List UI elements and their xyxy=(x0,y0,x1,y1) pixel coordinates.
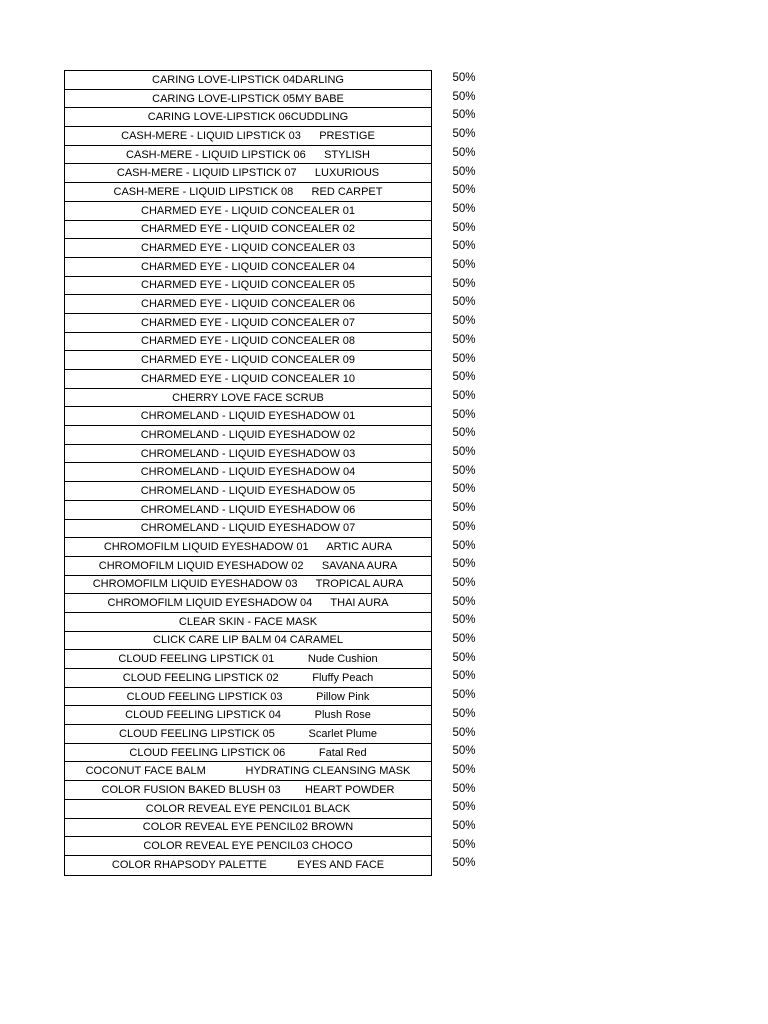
table-row xyxy=(65,800,431,819)
product-name-cell: CHROMELAND - LIQUID EYESHADOW 07 xyxy=(140,522,356,535)
table-row xyxy=(65,632,431,651)
table-row xyxy=(65,706,431,725)
table-row xyxy=(65,856,431,875)
percent-cell: 50% xyxy=(452,633,476,645)
percent-cell: 50% xyxy=(452,184,476,197)
table-row xyxy=(65,277,431,296)
product-name-cell: COLOR RHAPSODY PALETTE EYES AND FACE xyxy=(111,859,385,872)
product-name-cell: CHARMED EYE - LIQUID CONCEALER 09 xyxy=(141,354,355,367)
percent-cell: 50% xyxy=(452,296,476,309)
percent-cell: 50% xyxy=(452,502,476,515)
product-name-cell: COLOR REVEAL EYE PENCIL02 BROWN xyxy=(142,821,354,834)
product-name-cell: CHARMED EYE - LIQUID CONCEALER 04 xyxy=(141,260,355,273)
product-name-cell: CLOUD FEELING LIPSTICK 03 Pillow Pink xyxy=(126,690,370,703)
table-row xyxy=(65,725,431,744)
percent-cell: 50% xyxy=(452,520,476,533)
table-row xyxy=(65,501,431,520)
percent-cell: 50% xyxy=(452,838,476,851)
table-row xyxy=(65,258,431,277)
product-name-cell: CHROMELAND - LIQUID EYESHADOW 04 xyxy=(140,466,356,479)
table-row xyxy=(65,202,431,221)
table-row xyxy=(65,594,431,613)
table-row xyxy=(65,389,431,408)
percent-cell: 50% xyxy=(452,202,476,215)
percent-cell: 50% xyxy=(452,371,476,384)
product-name-cell: CHROMELAND - LIQUID EYESHADOW 03 xyxy=(140,447,356,460)
percent-cell: 50% xyxy=(452,576,476,589)
percent-cell: 50% xyxy=(452,539,476,552)
table-row xyxy=(65,164,431,183)
percent-cell: 50% xyxy=(452,483,476,496)
product-name-cell: CASH-MERE - LIQUID LIPSTICK 06 STYLISH xyxy=(126,148,370,161)
table-row xyxy=(65,463,431,482)
table-row xyxy=(65,669,431,688)
table-row xyxy=(65,837,431,856)
product-name-cell: CLICK CARE LIP BALM 04 CARAMEL xyxy=(153,634,343,647)
product-name-cell: COLOR REVEAL EYE PENCIL01 BLACK xyxy=(145,802,351,815)
percent-cell: 50% xyxy=(452,90,476,103)
table-row xyxy=(65,482,431,501)
product-name-cell: CHARMED EYE - LIQUID CONCEALER 03 xyxy=(141,242,355,255)
product-name-cell: CHARMED EYE - LIQUID CONCEALER 10 xyxy=(141,372,355,385)
percent-cell: 50% xyxy=(452,745,476,758)
percent-cell: 50% xyxy=(452,446,476,458)
percent-cell: 50% xyxy=(452,128,476,141)
percent-cell: 50% xyxy=(452,221,476,234)
table-row xyxy=(65,314,431,333)
table-row xyxy=(65,520,431,539)
table-row xyxy=(65,688,431,707)
percent-cell: 50% xyxy=(452,595,476,608)
product-name-cell: CLOUD FEELING LIPSTICK 05 Scarlet Plume xyxy=(119,727,377,740)
table-row xyxy=(65,146,431,165)
percent-cell: 50% xyxy=(452,259,476,271)
table-row xyxy=(65,333,431,352)
percent-cell: 50% xyxy=(452,726,476,739)
product-name-cell: CHARMED EYE - LIQUID CONCEALER 08 xyxy=(141,335,355,348)
percent-cell: 50% xyxy=(452,165,476,178)
product-name-cell: CASH-MERE - LIQUID LIPSTICK 08 RED CARPET xyxy=(113,185,383,198)
product-name-cell: CHARMED EYE - LIQUID CONCEALER 07 xyxy=(141,316,355,329)
percent-cell: 50% xyxy=(452,670,476,683)
product-name-cell: CHARMED EYE - LIQUID CONCEALER 05 xyxy=(141,279,355,292)
percent-cell: 50% xyxy=(452,651,476,664)
table-row xyxy=(65,239,431,258)
product-name-cell: CASH-MERE - LIQUID LIPSTICK 07 LUXURIOUS xyxy=(116,167,380,180)
product-name-cell: CHROMELAND - LIQUID EYESHADOW 02 xyxy=(140,428,356,441)
percent-cell: 50% xyxy=(452,352,476,365)
percent-cell: 50% xyxy=(452,333,476,346)
product-name-cell: CARING LOVE-LIPSTICK 06CUDDLING xyxy=(147,111,349,124)
table-row xyxy=(65,426,431,445)
percent-cell: 50% xyxy=(452,109,476,122)
product-name-cell: CLOUD FEELING LIPSTICK 02 Fluffy Peach xyxy=(122,671,374,684)
percent-cell: 50% xyxy=(452,389,476,402)
percent-cell: 50% xyxy=(452,782,476,795)
percent-cell: 50% xyxy=(452,614,476,627)
table-row xyxy=(65,781,431,800)
table-row xyxy=(65,613,431,632)
product-name-cell: CHROMOFILM LIQUID EYESHADOW 04 THAI AURA xyxy=(107,597,389,610)
percent-cell: 50% xyxy=(452,763,476,776)
table-row xyxy=(65,576,431,595)
percent-cell: 50% xyxy=(452,146,476,159)
table-row xyxy=(65,819,431,838)
product-name-cell: CLOUD FEELING LIPSTICK 06 Fatal Red xyxy=(129,746,367,759)
percent-cell: 50% xyxy=(452,801,476,814)
product-name-cell: COCONUT FACE BALM HYDRATING CLEANSING MASK xyxy=(85,765,411,778)
product-name-cell: CLOUD FEELING LIPSTICK 04 Plush Rose xyxy=(125,709,371,722)
product-name-cell: CHARMED EYE - LIQUID CONCEALER 02 xyxy=(141,223,355,236)
product-name-cell: CHARMED EYE - LIQUID CONCEALER 06 xyxy=(141,298,355,311)
product-name-cell: CHERRY LOVE FACE SCRUB xyxy=(172,391,324,404)
product-name-cell: COLOR REVEAL EYE PENCIL03 CHOCO xyxy=(143,840,353,853)
table-row xyxy=(65,557,431,576)
table-row xyxy=(65,445,431,464)
product-name-cell: CHROMOFILM LIQUID EYESHADOW 03 TROPICAL AURA xyxy=(92,578,404,591)
percent-cell: 50% xyxy=(452,689,476,702)
product-name-cell: CLOUD FEELING LIPSTICK 01 Nude Cushion xyxy=(118,653,378,666)
table-row xyxy=(65,183,431,202)
product-name-cell: CASH-MERE - LIQUID LIPSTICK 03 PRESTIGE xyxy=(121,129,375,142)
table-row xyxy=(65,351,431,370)
table-row xyxy=(65,221,431,240)
table-row xyxy=(65,744,431,763)
table-row xyxy=(65,538,431,557)
product-name-cell: CHROMOFILM LIQUID EYESHADOW 02 SAVANA AURA xyxy=(98,559,398,572)
product-name-cell: CHARMED EYE - LIQUID CONCEALER 01 xyxy=(141,204,355,217)
percent-cell: 50% xyxy=(452,72,476,84)
percent-cell: 50% xyxy=(452,558,476,571)
product-name-cell: CHROMELAND - LIQUID EYESHADOW 01 xyxy=(140,410,356,423)
percent-cell: 50% xyxy=(452,857,476,870)
percent-cell: 50% xyxy=(452,707,476,720)
product-name-cell: CARING LOVE-LIPSTICK 04DARLING xyxy=(152,73,344,86)
percent-cell: 50% xyxy=(452,820,476,832)
product-name-cell: CHROMELAND - LIQUID EYESHADOW 05 xyxy=(140,484,356,497)
product-name-cell: COLOR FUSION BAKED BLUSH 03 HEART POWDER xyxy=(101,783,395,796)
product-name-cell: CARING LOVE-LIPSTICK 05MY BABE xyxy=(152,92,344,105)
percent-cell: 50% xyxy=(452,408,476,421)
percent-cell: 50% xyxy=(452,277,476,290)
table-row xyxy=(65,108,431,127)
table-row xyxy=(65,127,431,146)
table-row xyxy=(65,71,431,90)
table-row xyxy=(65,90,431,109)
table-row xyxy=(65,650,431,669)
table-row xyxy=(65,295,431,314)
product-name-cell: CHROMOFILM LIQUID EYESHADOW 01 ARTIC AURA xyxy=(103,541,393,554)
percent-cell: 50% xyxy=(452,464,476,477)
percent-cell: 50% xyxy=(452,427,476,440)
table-row xyxy=(65,762,431,781)
table-row xyxy=(65,370,431,389)
product-name-cell: CHROMELAND - LIQUID EYESHADOW 06 xyxy=(140,503,356,516)
product-table xyxy=(64,70,432,876)
table-row xyxy=(65,407,431,426)
percent-cell: 50% xyxy=(452,315,476,328)
product-name-cell: CLEAR SKIN - FACE MASK xyxy=(178,615,318,628)
percent-cell: 50% xyxy=(452,240,476,253)
